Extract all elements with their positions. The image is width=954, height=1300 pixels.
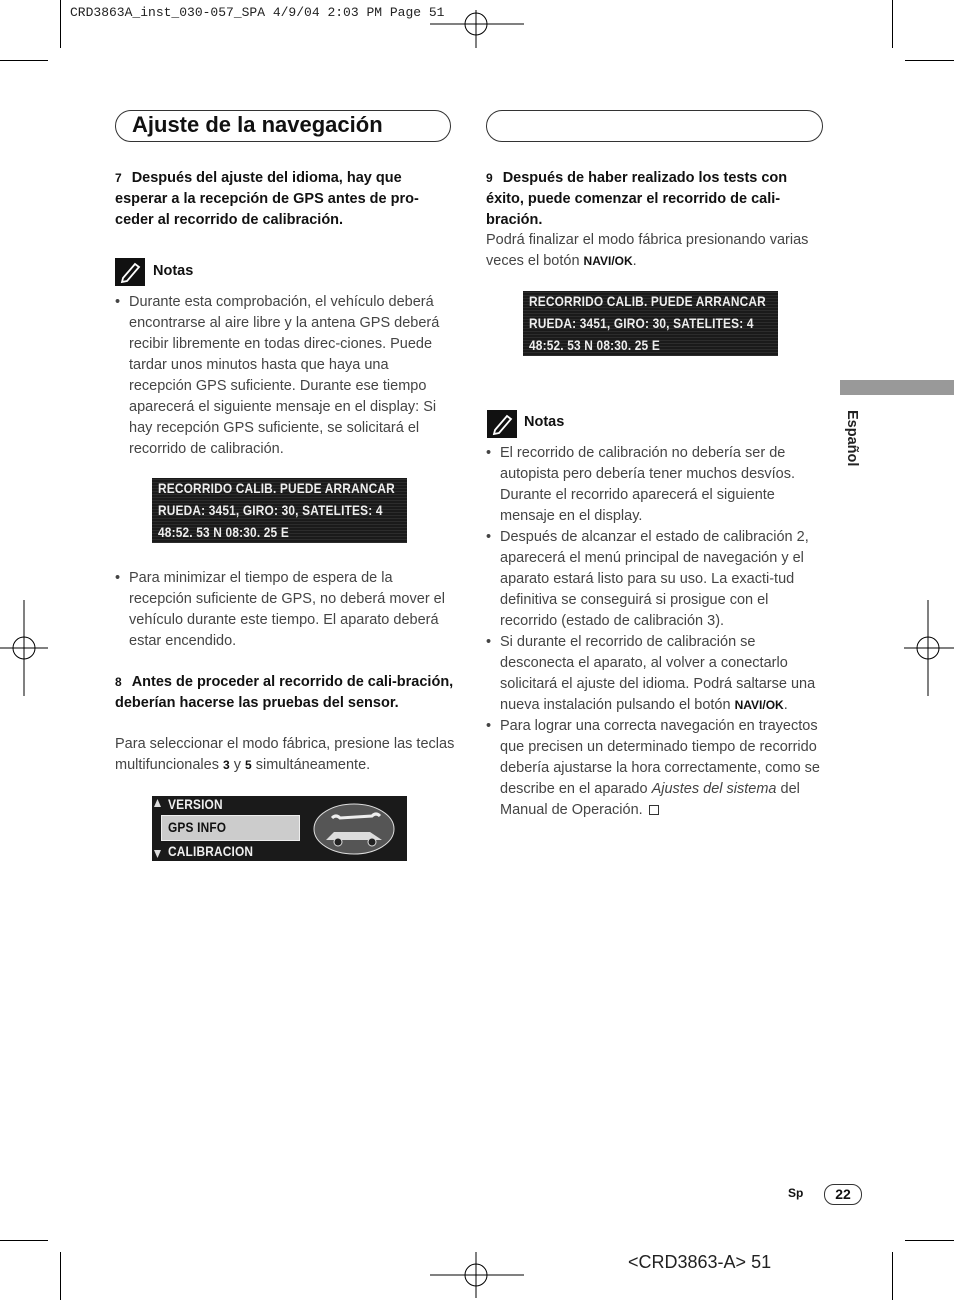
display-line: RUEDA: 3451, GIRO: 30, SATELITES: 4 bbox=[158, 502, 383, 518]
section-title: Ajuste de la navegación bbox=[132, 112, 383, 137]
menu-item-gps-info: GPS INFO bbox=[168, 819, 227, 835]
step-number: 8 bbox=[115, 675, 122, 689]
step-8: 8 Antes de proceder al recorrido de cali-bración, deberían hacerse las pruebas del sensor. bbox=[115, 674, 454, 711]
display-line: RECORRIDO CALIB. PUEDE ARRANCAR bbox=[529, 293, 766, 309]
end-of-section-icon bbox=[649, 805, 659, 815]
display-line: RUEDA: 3451, GIRO: 30, SATELITES: 4 bbox=[529, 315, 754, 331]
lcd-display-calibration bbox=[152, 478, 407, 543]
notes-label: Notas bbox=[153, 263, 194, 279]
crop-mark bbox=[905, 1240, 954, 1241]
notes-icon bbox=[115, 258, 145, 286]
notes-list bbox=[115, 292, 455, 460]
display-line: RECORRIDO CALIB. PUEDE ARRANCAR bbox=[158, 480, 395, 496]
registration-mark-left bbox=[0, 600, 50, 696]
notes-list bbox=[115, 568, 455, 652]
crop-mark bbox=[892, 0, 893, 48]
list-item: • Después de alcanzar el estado de calibración 2, aparecerá el menú principal de navegación y el aparato estará listo para su uso. La exacti-tud definitiva se conseguirá si prosigue con el recorrido (estado de calibración 3). bbox=[486, 527, 826, 632]
print-header: CRD3863A_inst_030-057_SPA 4/9/04 2:03 PM Page 51 bbox=[70, 5, 445, 20]
section-title-box bbox=[115, 110, 451, 142]
crop-mark bbox=[0, 60, 48, 61]
step-8-body: Para seleccionar el modo fábrica, presione las teclas multifuncionales 3 y 5 simultáneamente. bbox=[115, 736, 455, 773]
step-number: 9 bbox=[486, 171, 493, 185]
step-7: 7 Después del ajuste del idioma, hay que esperar a la recepción de GPS antes de pro-ceder al recorrido de calibración. bbox=[115, 170, 419, 228]
step-number: 7 bbox=[115, 171, 122, 185]
lcd-display-menu bbox=[152, 796, 407, 861]
language-tab-bar bbox=[840, 380, 954, 395]
list-item: • Para lograr una correcta navegación en trayectos que precisen un determinado tiempo de recorrido debería ajustarse la hora correctamente, como se describe en el aparado Ajustes del sistema del Manual de Operación. bbox=[486, 716, 826, 821]
notes-icon bbox=[487, 410, 517, 438]
lcd-display-calibration bbox=[523, 291, 778, 356]
menu-item-selected-highlight bbox=[161, 815, 300, 841]
menu-item-calibracion: CALIBRACION bbox=[168, 843, 254, 859]
crop-mark bbox=[905, 60, 954, 61]
menu-item-version: VERSION bbox=[168, 796, 223, 812]
list-item: • Si durante el recorrido de calibración se desconecta el aparato, al volver a conectarlo solicitará el ajuste del idioma. Podrá saltarse una nueva instalación pulsando el botón NAVI/OK. bbox=[486, 632, 826, 716]
registration-mark-bottom bbox=[430, 1252, 526, 1298]
registration-mark-right bbox=[904, 600, 954, 696]
car-wrench-icon bbox=[312, 802, 402, 856]
crop-mark bbox=[892, 1252, 893, 1300]
list-item: • Para minimizar el tiempo de espera de la recepción suficiente de GPS, no deberá mover el vehículo durante este tiempo. El aparato deberá estar encendido. bbox=[115, 568, 455, 652]
language-tab-label: Español bbox=[844, 410, 860, 467]
language-code: Sp bbox=[788, 1186, 804, 1200]
footer-code: <CRD3863-A> 51 bbox=[628, 1252, 772, 1272]
page-number: 22 bbox=[824, 1184, 862, 1205]
crop-mark bbox=[60, 0, 61, 48]
header-blank-box bbox=[486, 110, 823, 142]
notes-label: Notas bbox=[524, 414, 565, 430]
step-9-body: Podrá finalizar el modo fábrica presionando varias veces el botón NAVI/OK. bbox=[486, 232, 809, 269]
list-item: • El recorrido de calibración no debería ser de autopista pero debería tener muchos desvíos. Durante el recorrido aparecerá el siguiente mensaje en el display. bbox=[486, 443, 826, 527]
crop-mark bbox=[60, 1252, 61, 1300]
display-line: 48:52. 53 N 08:30. 25 E bbox=[529, 337, 660, 353]
step-9: 9 Después de haber realizado los tests con éxito, puede comenzar el recorrido de cali-bración. bbox=[486, 170, 788, 228]
crop-mark bbox=[0, 1240, 48, 1241]
notes-list bbox=[486, 443, 826, 821]
list-item: • Durante esta comprobación, el vehículo deberá encontrarse al aire libre y la antena GPS deberá recibir libremente en todas direc-ciones. Puede tardar unos minutos hasta que haya una recepción GPS suficiente. Durante ese tiempo aparecerá el siguiente mensaje en el display: Si hay recepción GPS suficiente, se solicitará el recorrido de calibración. bbox=[115, 292, 455, 460]
display-line: 48:52. 53 N 08:30. 25 E bbox=[158, 524, 289, 540]
